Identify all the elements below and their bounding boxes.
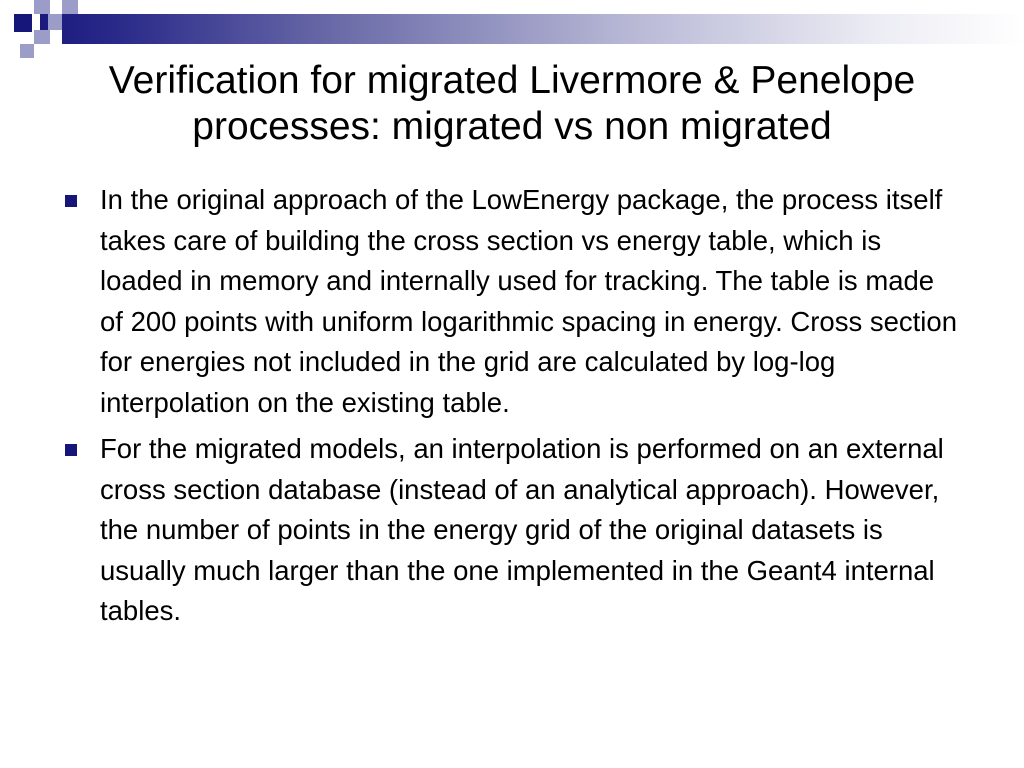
decor-square-light	[20, 44, 34, 58]
decor-square-light	[34, 0, 50, 14]
bullet-list	[62, 180, 962, 638]
slide-title-line-1: Verification for migrated Livermore & Penelope	[108, 59, 916, 102]
header-decoration	[0, 0, 1024, 60]
bullet-text: In the original approach of the LowEnergy package, the process itself takes care of building the cross section vs energy table, which is loaded in memory and internally used for tracking. The table is made of 200 points with uniform logarithmic spacing in energy. Cross section for energies not included in the grid are calculated by log-log interpolation on the existing table.	[100, 184, 957, 418]
slide-title	[20, 58, 1004, 150]
bullet-item	[62, 180, 962, 423]
decor-square-light	[48, 14, 62, 30]
decor-square-dark	[14, 14, 32, 32]
square-bullet-icon	[65, 195, 77, 207]
decor-square-light	[62, 0, 78, 14]
decor-square-light	[34, 30, 50, 44]
decor-square-white	[50, 30, 62, 44]
bullet-text: For the migrated models, an interpolation is performed on an external cross section database (instead of an analytical approach). However, the number of points in the energy grid of the original datasets is usually much larger than the one implemented in the Geant4 internal tables.	[100, 433, 944, 626]
square-bullet-icon	[65, 444, 77, 456]
header-gradient-bar	[40, 14, 1024, 44]
slide-title-line-2: processes: migrated vs non migrated	[192, 105, 832, 148]
bullet-item	[62, 429, 962, 632]
